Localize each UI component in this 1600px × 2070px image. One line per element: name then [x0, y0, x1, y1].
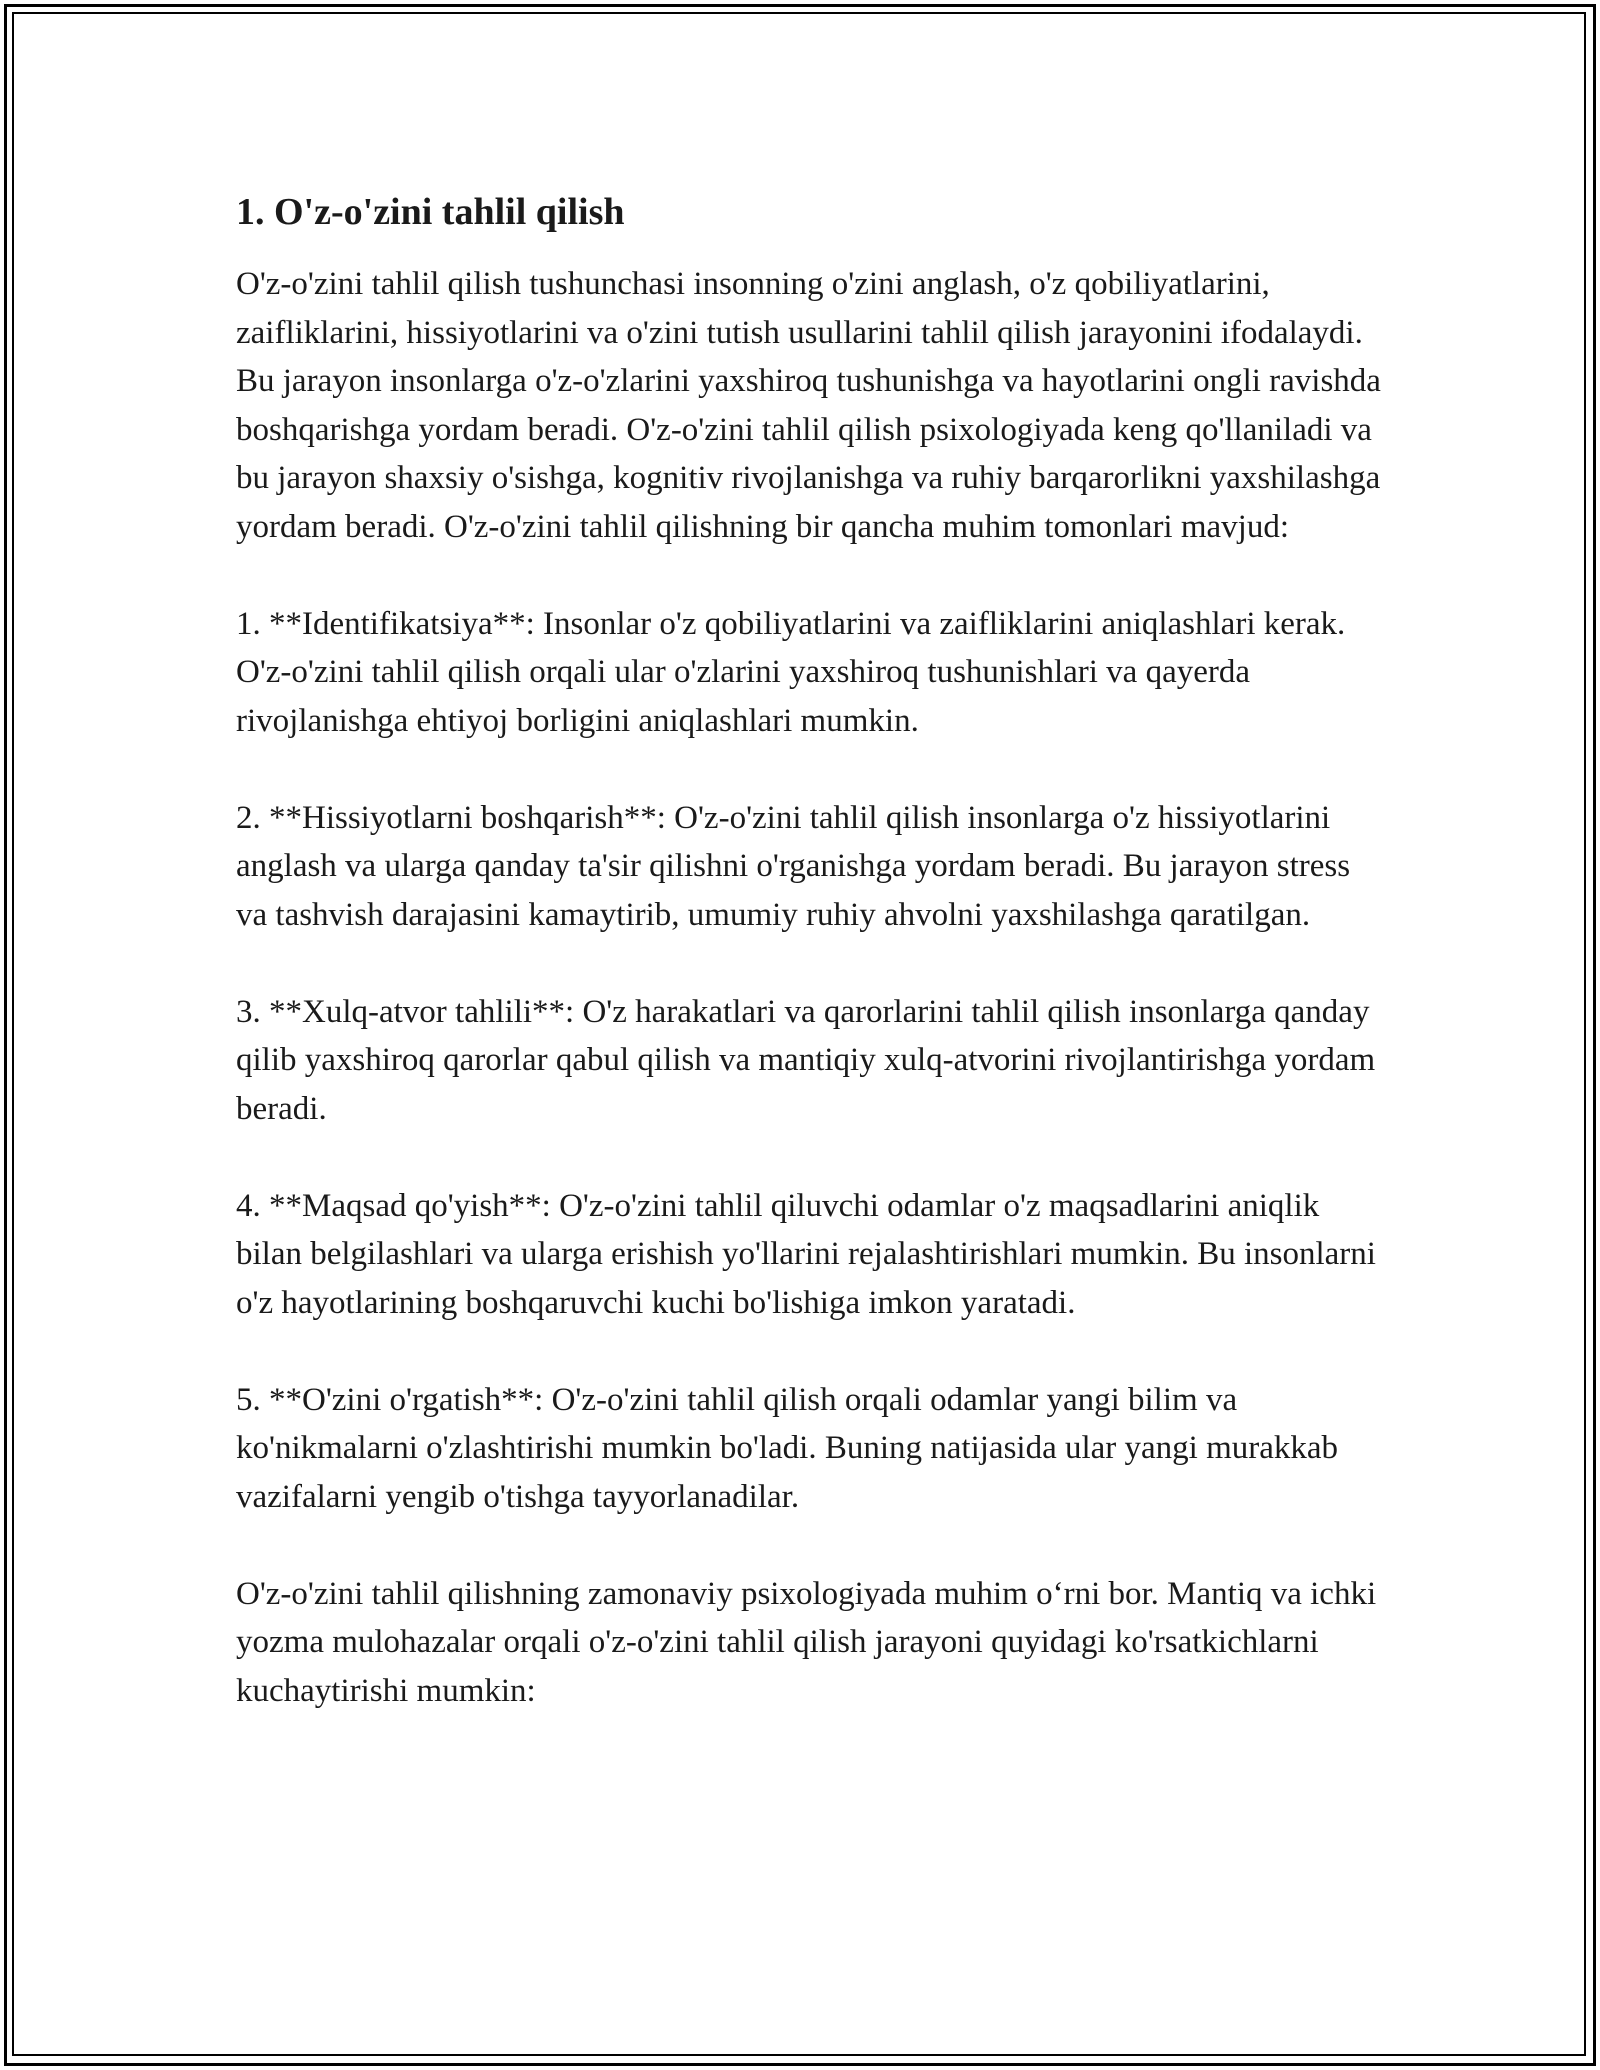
list-item-behavior-analysis: 3. **Xulq-atvor tahlili**: O'z harakatlari va qarorlarini tahlil qilish insonlarga qanday qilib yaxshiroq qarorlar qabul qilish va mantiqiy xulq-atvorini rivojlantirishga yordam beradi.	[236, 993, 1376, 1127]
closing-paragraph: O'z-o'zini tahlil qilishning zamonaviy psixologiyada muhim o‘rni bor. Mantiq va ichki yozma mulohazalar orqali o'z-o'zini tahlil qilish jarayoni quyidagi ko'rsatkichlarni kuchaytirishi mumkin:	[236, 1575, 1377, 1709]
page-title: 1. O'z-o'zini tahlil qilish	[236, 191, 625, 233]
list-item-emotion-management: 2. **Hissiyotlarni boshqarish**: O'z-o'zini tahlil qilish insonlarga o'z hissiyotlarini anglash va ularga qanday ta'sir qilishni o'rganishga yordam beradi. Bu jarayon stress va tashvish darajasini kamaytirib, umumiy ruhiy ahvolni yaxshilashga qaratilgan.	[236, 799, 1351, 933]
intro-paragraph: O'z-o'zini tahlil qilish tushunchasi insonning o'zini anglash, o'z qobiliyatlarini, zaifliklarini, hissiyotlarini va o'zini tutish usullarini tahlil qilish jarayonini ifodalaydi. Bu jarayon insonlarga o'z-o'zlarini yaxshiroq tushunishga va hayotlarini ongli ravishda boshqarishga yordam beradi. O'z-o'zini tahlil qilish psixologiyada keng qo'llaniladi va bu jarayon shaxsiy o'sishga, kognitiv rivojlanishga va ruhiy barqarorlikni yaxshilashga yordam beradi. O'z-o'zini tahlil qilishning bir qancha muhim tomonlari mavjud:	[236, 266, 1381, 545]
list-item-goal-setting: 4. **Maqsad qo'yish**: O'z-o'zini tahlil qiluvchi odamlar o'z maqsadlarini aniqlik bilan belgilashlari va ularga erishish yo'llarini rejalashtirishlari mumkin. Bu insonlarni o'z hayotlarining boshqaruvchi kuchi bo'lishiga imkon yaratadi.	[236, 1187, 1376, 1321]
document-body	[236, 188, 1386, 1764]
list-item-identification: 1. **Identifikatsiya**: Insonlar o'z qobiliyatlarini va zaifliklarini aniqlashlari kerak. O'z-o'zini tahlil qilish orqali ular o'zlarini yaxshiroq tushunishlari va qayerda rivojlanishga ehtiyoj borligini aniqlashlari mumkin.	[236, 605, 1346, 739]
list-item-self-teaching: 5. **O'zini o'rgatish**: O'z-o'zini tahlil qilish orqali odamlar yangi bilim va ko'nikmalarni o'zlashtirishi mumkin bo'ladi. Buning natijasida ular yangi murakkab vazifalarni yengib o'tishga tayyorlanadilar.	[236, 1381, 1339, 1515]
